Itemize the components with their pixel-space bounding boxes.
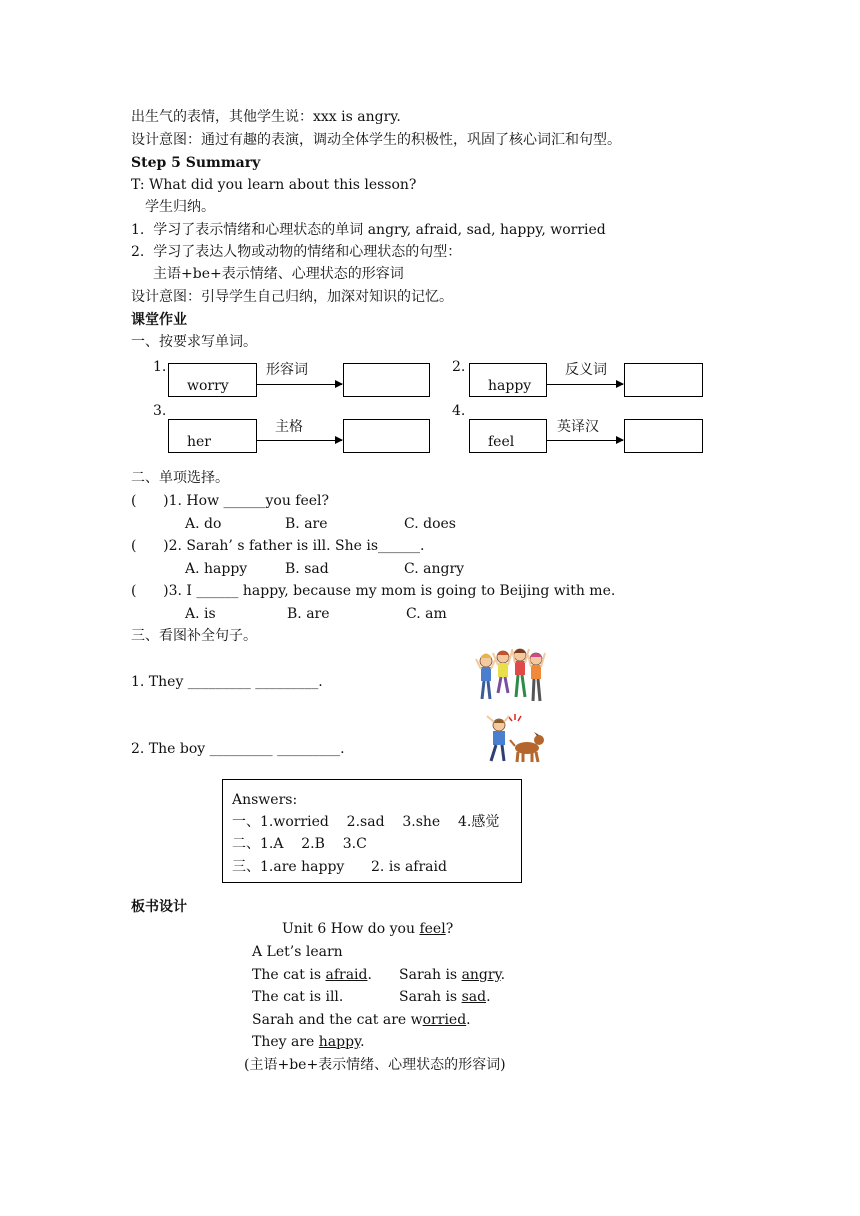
intro-design-intent: 设计意图：通过有趣的表演，调动全体学生的积极性，巩固了核心词汇和句型。	[131, 132, 621, 148]
question-1-stem: ( )1. How ______you feel?	[131, 493, 330, 509]
underlined-word: happy	[318, 1034, 361, 1050]
summary-intent: 设计意图：引导学生自己归纳，加深对知识的记忆。	[131, 289, 453, 305]
item-2-arrow	[546, 384, 623, 385]
item-2-label: 反义词	[565, 362, 607, 378]
answers-heading: Answers:	[232, 792, 298, 808]
summary-item-2: 2. 学习了表达人物或动物的情绪和心理状态的句型：	[131, 244, 462, 260]
question-2-stem: ( )2. Sarah’ s father is ill. She is______.	[131, 538, 425, 554]
part1-title: 一、按要求写单词。	[131, 334, 257, 350]
item-3-arrow	[256, 440, 342, 441]
item-1-number: 1.	[153, 359, 167, 375]
part3-title: 三、看图补全句子。	[131, 628, 257, 644]
item-3-number: 3.	[153, 403, 167, 419]
item-1-word-box	[168, 363, 257, 397]
question-1-option-a: A. do	[185, 516, 222, 532]
item-4-arrow	[546, 440, 623, 441]
item-1-arrow	[256, 384, 342, 385]
item-4-label: 英译汉	[557, 419, 599, 435]
board-row-3: Sarah and the cat are worried.	[252, 1012, 471, 1028]
board-note: (主语+be+表示情绪、心理状态的形容词)	[244, 1057, 506, 1073]
item-3-word-box	[168, 419, 257, 453]
afraid-boy-dog-illustration	[482, 712, 548, 764]
question-1-option-c: C. does	[404, 516, 456, 532]
board-subtitle: A Let’s learn	[252, 944, 343, 960]
item-1-answer-box[interactable]	[343, 363, 430, 397]
board-row-4: They are happy.	[252, 1034, 365, 1050]
question-2-option-b: B. sad	[285, 561, 329, 577]
intro-line-1: 出生气的表情，其他学生说：xxx is angry.	[131, 109, 401, 125]
item-4-answer-box[interactable]	[624, 419, 703, 453]
item-1-label: 形容词	[266, 362, 308, 378]
picture-question-1: 1. They _________ _________.	[131, 674, 323, 690]
underlined-word: sad	[461, 989, 487, 1005]
item-2-word: happy	[488, 378, 532, 394]
underlined-word: feel	[419, 921, 446, 937]
happy-children-illustration	[474, 643, 546, 705]
question-3-stem: ( )3. I ______ happy, because my mom is going to Beijing with me.	[131, 583, 616, 599]
picture-question-2: 2. The boy _________ _________.	[131, 741, 345, 757]
board-row-1-right: Sarah is angry.	[399, 967, 506, 983]
question-3-option-a: A. is	[185, 606, 216, 622]
underlined-word: angry	[461, 967, 501, 983]
answers-part-1: 一、1.worried 2.sad 3.she 4.感觉	[232, 814, 500, 830]
summary-pattern: 主语+be+表示情绪、心理状态的形容词	[153, 266, 404, 282]
summary-heading: Step 5 Summary	[131, 155, 261, 171]
item-3-word: her	[187, 434, 211, 450]
item-2-word-box	[469, 363, 547, 397]
board-row-2-left: The cat is ill.	[252, 989, 344, 1005]
question-2-option-c: C. angry	[404, 561, 465, 577]
item-1-word: worry	[187, 378, 229, 394]
question-3-option-b: B. are	[287, 606, 330, 622]
item-4-word-box	[469, 419, 547, 453]
item-3-answer-box[interactable]	[343, 419, 430, 453]
board-heading: 板书设计	[131, 899, 187, 915]
summary-question: T: What did you learn about this lesson?	[131, 177, 417, 193]
board-row-2-right: Sarah is sad.	[399, 989, 491, 1005]
summary-item-1: 1. 学习了表示情绪和心理状态的单词 angry, afraid, sad, happy, worried	[131, 222, 606, 238]
item-2-answer-box[interactable]	[624, 363, 703, 397]
item-4-number: 4.	[452, 403, 466, 419]
question-3-option-c: C. am	[406, 606, 447, 622]
answers-part-3: 三、1.are happy 2. is afraid	[232, 859, 447, 875]
question-1-option-b: B. are	[285, 516, 328, 532]
underlined-word: afraid	[325, 967, 368, 983]
board-title: Unit 6 How do you feel?	[282, 921, 454, 937]
summary-student: 学生归纳。	[145, 199, 215, 215]
item-3-label: 主格	[275, 419, 303, 435]
item-2-number: 2.	[452, 359, 466, 375]
answers-part-2: 二、1.A 2.B 3.C	[232, 836, 367, 852]
question-2-option-a: A. happy	[185, 561, 248, 577]
homework-heading: 课堂作业	[131, 312, 187, 328]
underlined-word: orried	[422, 1012, 467, 1028]
part2-title: 二、单项选择。	[131, 470, 229, 486]
board-row-1-left: The cat is afraid.	[252, 967, 372, 983]
item-4-word: feel	[488, 434, 515, 450]
